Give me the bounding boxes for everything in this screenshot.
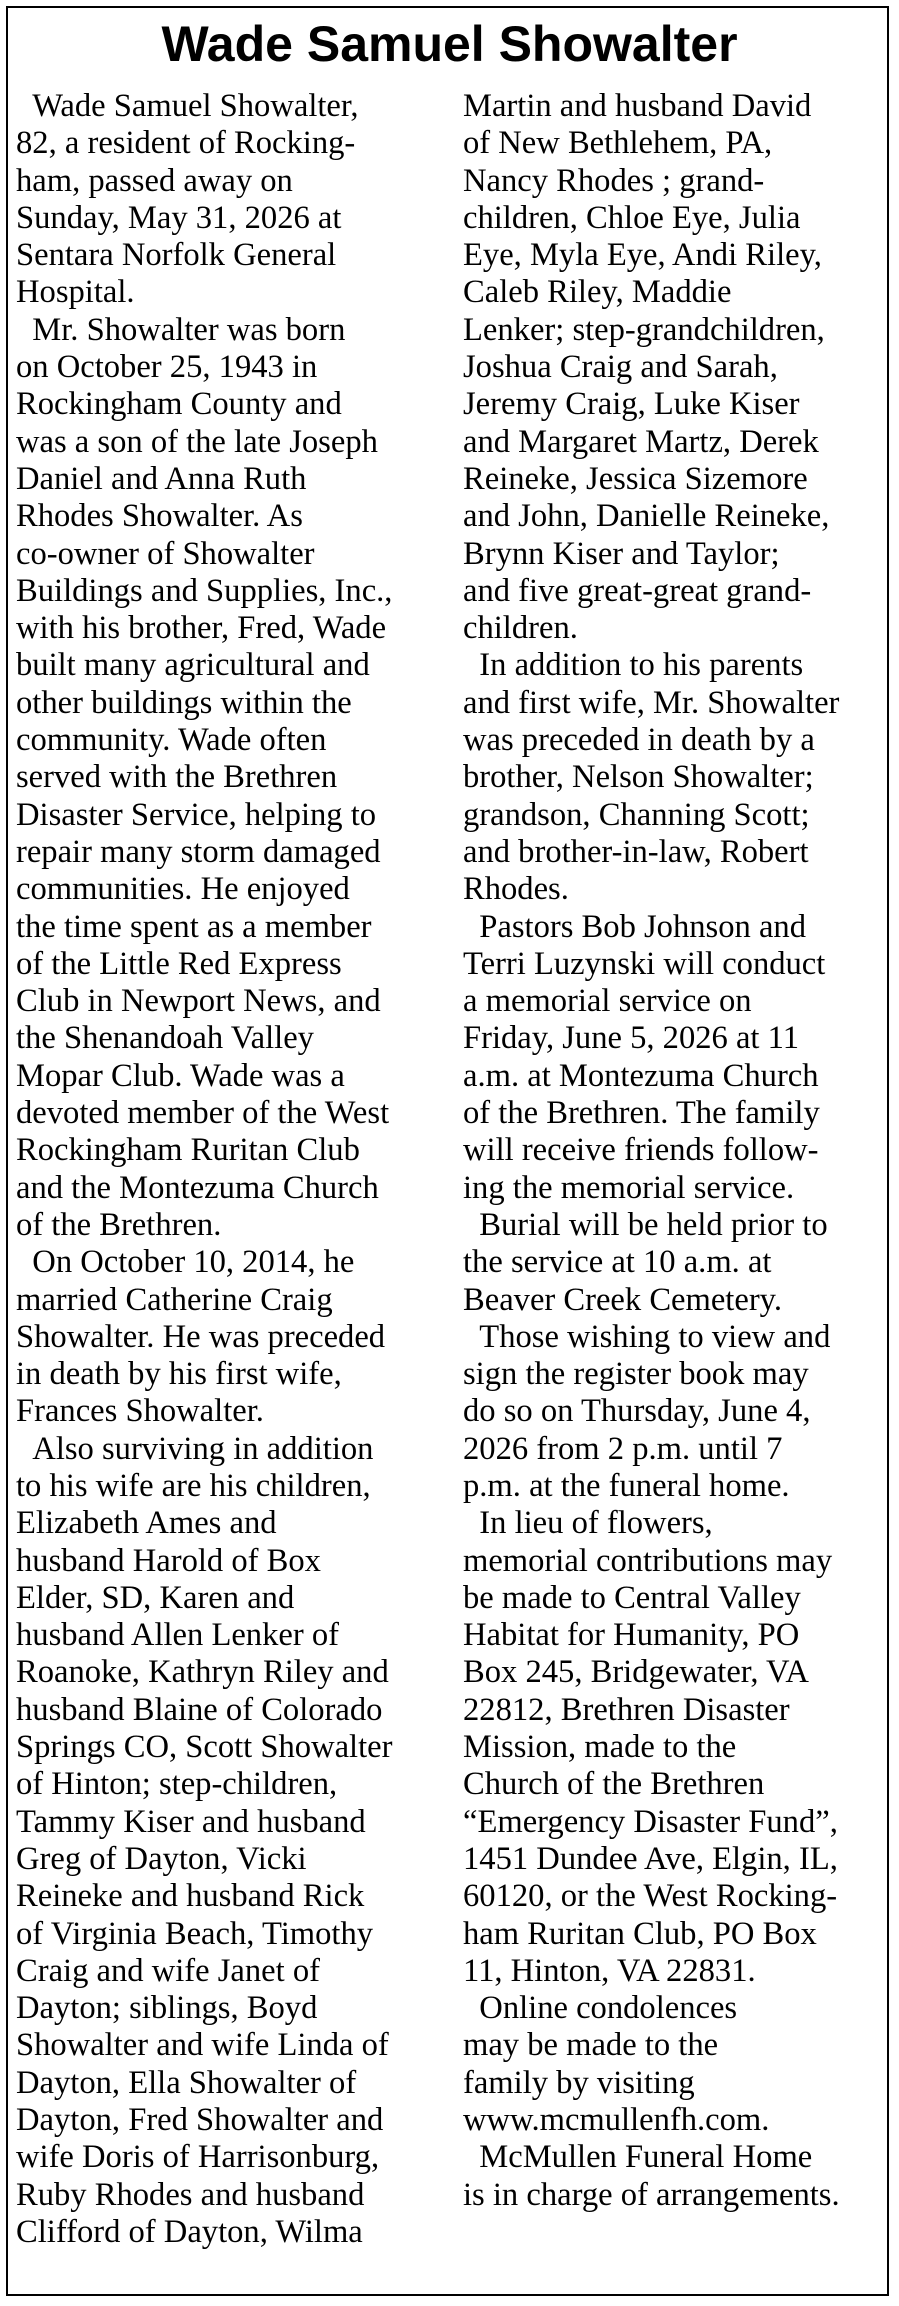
text-line: Club in Newport News, and bbox=[16, 983, 381, 1020]
text-line: 60120, or the West Rocking- bbox=[463, 1878, 838, 1915]
text-line: Showalter. He was preceded bbox=[16, 1318, 386, 1355]
text-line: in death by his first wife, bbox=[16, 1356, 342, 1393]
obituary-column-left bbox=[16, 88, 444, 2251]
text-line: of the Brethren. The family bbox=[463, 1095, 820, 1132]
text-line: Online condolences bbox=[463, 1990, 738, 2027]
text-line: of the Little Red Express bbox=[16, 945, 342, 982]
text-line: children. bbox=[463, 610, 578, 647]
text-line: of New Bethlehem, PA, bbox=[463, 125, 773, 162]
text-line: Springs CO, Scott Showalter bbox=[16, 1729, 393, 1766]
text-line: husband Allen Lenker of bbox=[16, 1617, 339, 1654]
text-line: the time spent as a member bbox=[16, 908, 372, 945]
text-line: do so on Thursday, June 4, bbox=[463, 1393, 811, 1430]
text-line: of Hinton; step-children, bbox=[16, 1766, 338, 1803]
obituary-title: Wade Samuel Showalter bbox=[161, 16, 738, 72]
text-line: Hospital. bbox=[16, 274, 135, 311]
text-line: 82, a resident of Rocking- bbox=[16, 125, 356, 162]
text-line: www.mcmullenfh.com. bbox=[463, 2102, 770, 2139]
text-line: Eye, Myla Eye, Andi Riley, bbox=[463, 237, 822, 274]
text-line: Elizabeth Ames and bbox=[16, 1505, 277, 1542]
text-line: and Margaret Martz, Derek bbox=[463, 423, 819, 460]
text-line: Rockingham County and bbox=[16, 386, 342, 423]
text-line: Clifford of Dayton, Wilma bbox=[16, 2213, 363, 2250]
text-line: Beaver Creek Cemetery. bbox=[463, 1281, 782, 1318]
text-line: Nancy Rhodes ; grand- bbox=[463, 162, 765, 199]
text-line: Disaster Service, helping to bbox=[16, 796, 377, 833]
text-line: was preceded in death by a bbox=[463, 722, 815, 759]
text-line: to his wife are his children, bbox=[16, 1467, 371, 1504]
text-line: the service at 10 a.m. at bbox=[463, 1244, 772, 1281]
text-line: Reineke, Jessica Sizemore bbox=[463, 460, 808, 497]
text-line: other buildings within the bbox=[16, 684, 352, 721]
text-line: the Shenandoah Valley bbox=[16, 1020, 314, 1057]
text-line: was a son of the late Joseph bbox=[16, 423, 378, 460]
text-line: Burial will be held prior to bbox=[463, 1206, 828, 1243]
text-line: ham, passed away on bbox=[16, 162, 293, 199]
text-line: Elder, SD, Karen and bbox=[16, 1579, 295, 1616]
text-line: married Catherine Craig bbox=[16, 1281, 333, 1318]
text-line: Roanoke, Kathryn Riley and bbox=[16, 1654, 389, 1691]
text-line: Martin and husband David bbox=[463, 88, 812, 124]
text-line: Dayton, Fred Showalter and bbox=[16, 2102, 384, 2139]
text-line: In addition to his parents bbox=[463, 647, 804, 684]
text-line: On October 10, 2014, he bbox=[16, 1244, 355, 1281]
text-line: ing the memorial service. bbox=[463, 1169, 795, 1206]
text-line: 1451 Dundee Ave, Elgin, IL, bbox=[463, 1840, 838, 1877]
text-line: Dayton, Ella Showalter of bbox=[16, 2064, 357, 2101]
text-line: Caleb Riley, Maddie bbox=[463, 274, 732, 311]
text-line: Those wishing to view and bbox=[463, 1318, 831, 1355]
text-line: Lenker; step-grandchildren, bbox=[463, 311, 825, 348]
text-line: a memorial service on bbox=[463, 983, 752, 1020]
text-line: husband Harold of Box bbox=[16, 1542, 321, 1579]
text-line: ham Ruritan Club, PO Box bbox=[463, 1915, 817, 1952]
text-line: Ruby Rhodes and husband bbox=[16, 2176, 365, 2213]
text-line: Mopar Club. Wade was a bbox=[16, 1057, 345, 1094]
text-line: may be made to the bbox=[463, 2027, 719, 2064]
text-line: be made to Central Valley bbox=[463, 1579, 801, 1616]
text-line: brother, Nelson Showalter; bbox=[463, 759, 814, 796]
text-line: Frances Showalter. bbox=[16, 1393, 264, 1430]
text-line: Pastors Bob Johnson and bbox=[463, 908, 806, 945]
text-line: memorial contributions may bbox=[463, 1542, 833, 1579]
text-line: Joshua Craig and Sarah, bbox=[463, 349, 778, 386]
text-line: Greg of Dayton, Vicki bbox=[16, 1840, 307, 1877]
text-line: of the Brethren. bbox=[16, 1206, 222, 1243]
text-line: sign the register book may bbox=[463, 1356, 809, 1393]
text-line: Daniel and Anna Ruth bbox=[16, 460, 307, 497]
text-line: In lieu of flowers, bbox=[463, 1505, 713, 1542]
text-line: with his brother, Fred, Wade bbox=[16, 610, 387, 647]
text-line: Rockingham Ruritan Club bbox=[16, 1132, 360, 1169]
text-line: 2026 from 2 p.m. until 7 bbox=[463, 1430, 783, 1467]
text-line: and brother-in-law, Robert bbox=[463, 833, 809, 870]
text-line: Box 245, Bridgewater, VA bbox=[463, 1654, 809, 1691]
text-line: Church of the Brethren bbox=[463, 1766, 765, 1803]
obituary-column-right bbox=[463, 88, 883, 2214]
text-line: Wade Samuel Showalter, bbox=[16, 88, 359, 124]
text-line: repair many storm damaged bbox=[16, 833, 381, 870]
text-line: wife Doris of Harrisonburg, bbox=[16, 2139, 380, 2176]
text-line: Mission, made to the bbox=[463, 1729, 737, 1766]
text-line: Craig and wife Janet of bbox=[16, 1952, 320, 1989]
text-line: will receive friends follow- bbox=[463, 1132, 819, 1169]
text-line: McMullen Funeral Home bbox=[463, 2139, 813, 2176]
text-line: Terri Luzynski will conduct bbox=[463, 945, 826, 982]
text-line: Rhodes. bbox=[463, 871, 569, 908]
text-line: grandson, Channing Scott; bbox=[463, 796, 810, 833]
text-line: 22812, Brethren Disaster bbox=[463, 1691, 790, 1728]
text-line: communities. He enjoyed bbox=[16, 871, 350, 908]
text-line: Buildings and Supplies, Inc., bbox=[16, 572, 393, 609]
text-line: Showalter and wife Linda of bbox=[16, 2027, 389, 2064]
text-line: served with the Brethren bbox=[16, 759, 338, 796]
text-line: devoted member of the West bbox=[16, 1095, 390, 1132]
text-line: community. Wade often bbox=[16, 722, 327, 759]
text-line: Dayton; siblings, Boyd bbox=[16, 1990, 318, 2027]
text-line: Mr. Showalter was born bbox=[16, 311, 346, 348]
text-line: 11, Hinton, VA 22831. bbox=[463, 1952, 756, 1989]
text-line: husband Blaine of Colorado bbox=[16, 1691, 383, 1728]
text-line: Jeremy Craig, Luke Kiser bbox=[463, 386, 800, 423]
text-line: Friday, June 5, 2026 at 11 bbox=[463, 1020, 799, 1057]
text-line: built many agricultural and bbox=[16, 647, 370, 684]
text-line: Habitat for Humanity, PO bbox=[463, 1617, 800, 1654]
text-line: a.m. at Montezuma Church bbox=[463, 1057, 819, 1094]
text-line: “Emergency Disaster Fund”, bbox=[463, 1803, 838, 1840]
text-line: on October 25, 1943 in bbox=[16, 349, 318, 386]
text-line: Tammy Kiser and husband bbox=[16, 1803, 366, 1840]
text-line: co-owner of Showalter bbox=[16, 535, 315, 572]
text-line: Brynn Kiser and Taylor; bbox=[463, 535, 780, 572]
text-line: is in charge of arrangements. bbox=[463, 2176, 840, 2213]
text-line: and five great-great grand- bbox=[463, 572, 812, 609]
text-line: Sentara Norfolk General bbox=[16, 237, 337, 274]
text-line: Reineke and husband Rick bbox=[16, 1878, 365, 1915]
text-line: p.m. at the funeral home. bbox=[463, 1467, 790, 1504]
text-line: children, Chloe Eye, Julia bbox=[463, 199, 801, 236]
text-line: Sunday, May 31, 2026 at bbox=[16, 199, 342, 236]
text-line: and first wife, Mr. Showalter bbox=[463, 684, 840, 721]
text-line: Rhodes Showalter. As bbox=[16, 498, 303, 535]
text-line: and John, Danielle Reineke, bbox=[463, 498, 830, 535]
text-line: family by visiting bbox=[463, 2064, 695, 2101]
text-line: of Virginia Beach, Timothy bbox=[16, 1915, 374, 1952]
text-line: Also surviving in addition bbox=[16, 1430, 374, 1467]
text-line: and the Montezuma Church bbox=[16, 1169, 379, 1206]
